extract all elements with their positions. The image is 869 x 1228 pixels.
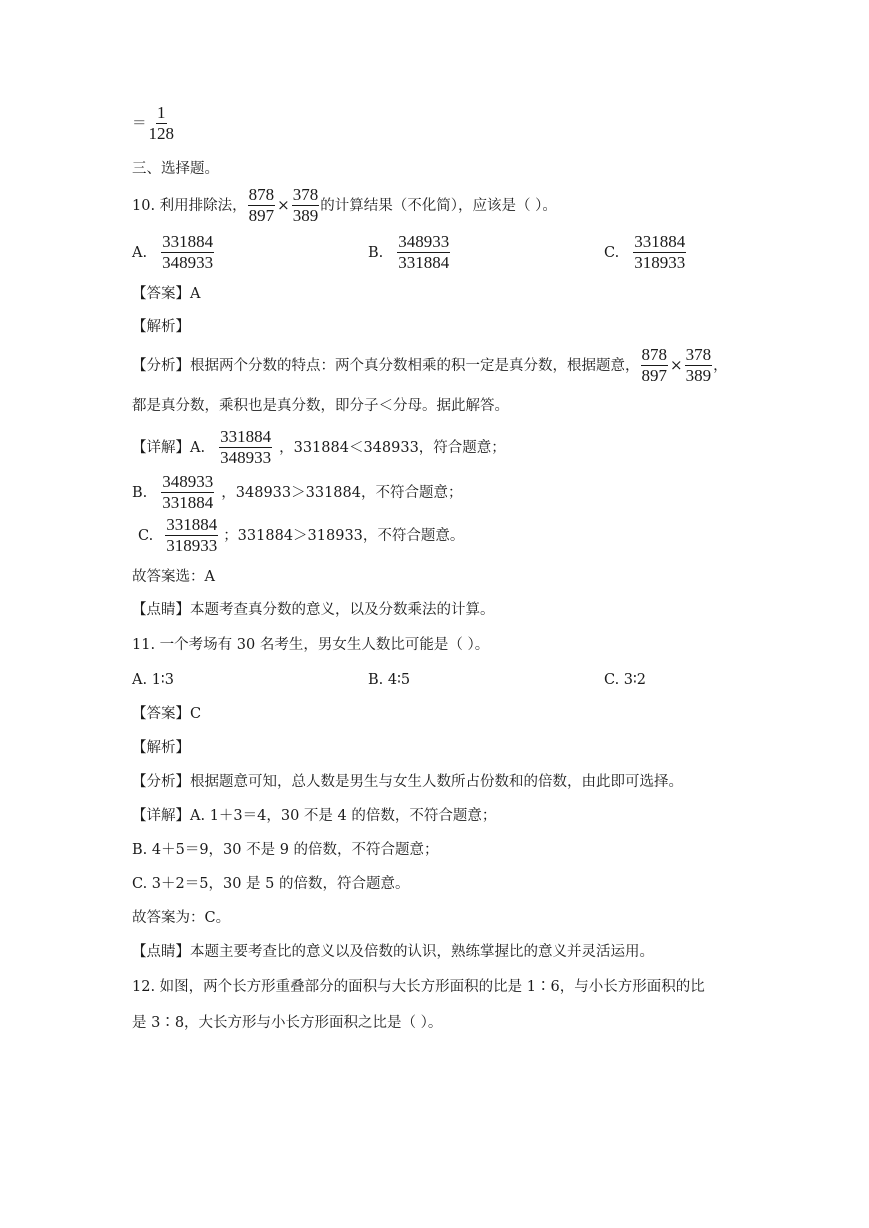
conclusion-11: 故答案为：C。 [132,910,231,926]
option-a: A. 1∶3 [132,672,174,688]
detail-label: C. [138,527,154,544]
analysis-heading-10: 【解析】 [132,319,190,335]
analysis-11: 【分析】根据题意可知，总人数是男生与女生人数所占份数和的倍数，由此即可选择。 [132,774,683,790]
answer-11: 【答案】C [132,706,202,722]
detail-11-c: C. 3＋2＝5，30 是 5 的倍数，符合题意。 [132,876,410,892]
question-12-line1: 12. 如图，两个长方形重叠部分的面积与大长方形面积的比是 1∶6，与小长方形面积的比 [132,979,705,995]
times-sign: × [277,196,290,215]
analysis-10-line1 [132,345,728,387]
fraction-denominator: 897 [641,366,667,386]
fraction-numerator: 378 [685,345,713,366]
section-heading: 三、选择题。 [132,161,219,177]
question-12-line2: 是 3∶8，大长方形与小长方形面积之比是（ ）。 [132,1015,443,1031]
fraction-numerator: 878 [641,345,669,366]
fraction-denominator: 389 [685,366,712,386]
question-10-prefix: 10. 利用排除法， [132,197,247,214]
question-10-suffix: 的计算结果（不化简），应该是（ ）。 [320,197,557,214]
option-label: B. [368,244,384,261]
option-a [132,232,215,274]
analysis-text: 【分析】根据两个分数的特点：两个真分数相乘的积一定是真分数，根据题意， [132,357,640,374]
option-b: B. 4∶5 [368,672,411,688]
analysis-heading-11: 【解析】 [132,740,190,756]
equals-sign: ＝ [132,115,147,132]
result-fraction [148,103,176,145]
option-fraction [165,515,218,557]
fraction-denominator: 348933 [162,253,214,273]
fraction-numerator: 331884 [165,515,218,536]
fraction-denominator: 128 [148,124,174,144]
option-c [604,232,687,274]
fraction-numerator: 378 [292,185,320,206]
detail-text: ；331884＞318933，不符合题意。 [223,527,465,544]
times-sign: × [670,356,683,375]
option-fraction [219,427,272,469]
fraction-denominator: 348933 [220,448,272,468]
analysis-10-line2: 都是真分数，乘积也是真分数，即分子＜分母。据此解答。 [132,398,509,414]
fraction-denominator: 318933 [166,536,218,556]
fraction-numerator: 878 [248,185,276,206]
fraction-numerator: 348933 [397,232,450,253]
conclusion-10: 故答案选：A [132,569,215,585]
detail-text: ，331884＜348933，符合题意； [279,439,506,456]
option-label: A. [132,244,148,261]
answer-10: 【答案】A [132,286,201,302]
question-10-stem [132,185,557,227]
fraction-denominator: 897 [248,206,275,226]
note-11: 【点睛】本题主要考查比的意义以及倍数的认识，熟练掌握比的意义并灵活运用。 [132,944,654,960]
option-label: C. [604,244,620,261]
fraction-878-897 [641,345,669,387]
question-11-stem: 11. 一个考场有 30 名考生，男女生人数比可能是（ ）。 [132,637,490,653]
fraction-numerator: 331884 [219,427,272,448]
fraction-numerator: 1 [156,103,167,124]
detail-text: ，348933＞331884，不符合题意； [221,484,463,501]
option-fraction [397,232,450,274]
previous-result [132,103,176,145]
comma: ， [713,357,728,374]
detail-10-c [138,515,464,557]
option-b [368,232,451,274]
detail-10-a [132,427,506,469]
detail-11-a: 【详解】A. 1＋3＝4，30 不是 4 的倍数，不符合题意； [132,808,497,824]
note-10: 【点睛】本题考查真分数的意义，以及分数乘法的计算。 [132,602,495,618]
fraction-378-389 [292,185,320,227]
detail-label: 【详解】A. [132,439,206,456]
option-fraction [161,472,214,514]
fraction-denominator: 331884 [398,253,450,273]
fraction-denominator: 318933 [634,253,686,273]
fraction-denominator: 331884 [162,493,214,513]
fraction-numerator: 331884 [161,232,214,253]
fraction-378-389 [685,345,713,387]
detail-label: B. [132,484,148,501]
option-fraction [633,232,686,274]
fraction-numerator: 348933 [161,472,214,493]
fraction-878-897 [248,185,276,227]
option-c: C. 3∶2 [604,672,647,688]
detail-10-b [132,472,462,514]
fraction-numerator: 331884 [633,232,686,253]
fraction-denominator: 389 [292,206,319,226]
option-fraction [161,232,214,274]
detail-11-b: B. 4＋5＝9，30 不是 9 的倍数，不符合题意； [132,842,439,858]
